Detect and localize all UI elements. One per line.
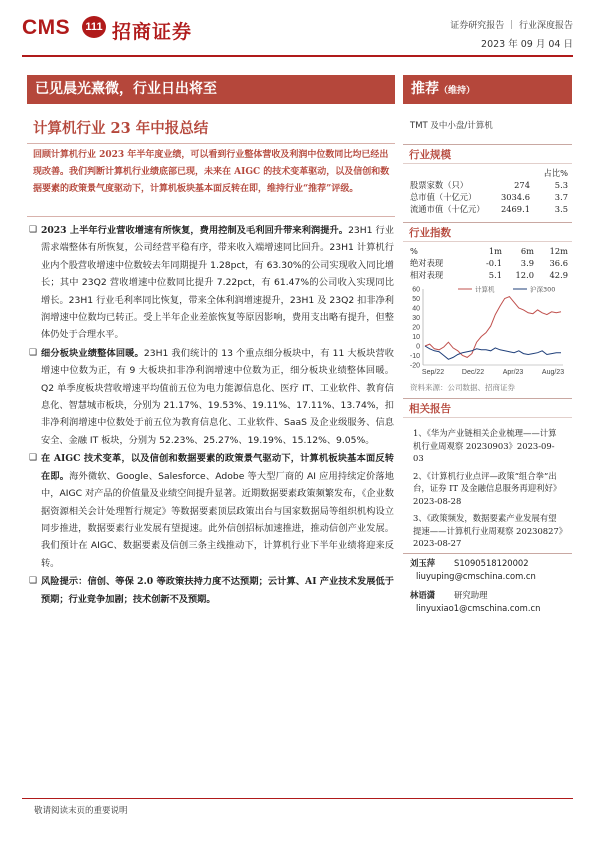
analyst-name: 刘玉萍 [410,558,436,568]
paragraph-heading: 2023 上半年行业营收增速有所恢复，费用控制及毛利回升带来利润提升。 [41,225,349,236]
table-row [410,167,568,179]
table-cell: 274 [514,180,530,190]
table-cell: 总市值（十亿元） [410,192,477,202]
bullet-icon: ❑ [29,347,38,358]
table-cell: 股票家数（只） [410,180,469,190]
paragraph-outlook [28,450,394,572]
paragraph-heading: 在 AIGC 技术变革，以及信创和数据要素的政策景气驱动下，计算机板块基本面反转在即。 [41,453,394,482]
y-tick-label: 0 [416,343,420,351]
analyst-block [410,557,570,615]
legend-label: 计算机 [475,285,495,294]
analyst-row [410,589,570,602]
table-cell: -0.1 [486,258,502,268]
x-tick-label: Sep/22 [421,369,445,376]
report-type: 证券研究报告 ｜ 行业深度报告 [450,21,573,31]
table-row [410,203,568,215]
series-line [425,346,561,359]
bullet-icon: ❑ [29,225,38,235]
paragraph-text: 23H1 我们统计的 13 个重点细分板块中，有 11 大板块营收增速中位数为正，有 9 大板块扣非净利润增速中位数为正，细分板块业绩整体回暖。Q2 单季度板块营收增速平均值前五位为电力能源信息化、医疗 IT、工业软件、教育信息化、智慧城市板块，分别为 21.17%、19.53%、19.11%、17.11%、13.74%，扣非净利润增速中位数处于前五位为教育信息化、工业软件、SaaS 及企业级服务、信息安全、金融 IT 板块，分别为 52.23%、25.27%、19.19%、15.12%、9.05%。 [41,347,394,446]
rating-box [403,75,572,104]
y-tick-label: 20 [412,324,420,332]
table-header-cell: 6m [520,246,534,256]
paragraph-text: 23H1 行业需求端整体有所恢复，公司经营平稳有序，带来收入端增速同比回升。23H1 计算机行业内个股营收增速中位数较去年同期提升 1.28pct，有 63.30%的公司实现收入同比增长；其中 23Q2 营收增速中位数同比提升 7.22pct，有 61.47%的公司收入实现同比增长。23H1 行业毛利率同比恢复，带来全体利润增速提升，23H1 及 23Q2 扣非净利润增速中位数均已转正。受上半年企业差旅恢复等原因影响，费用支出略有提升，但整体仍处于合理水平。 [41,225,394,341]
series-line [425,297,561,358]
table-cell: 5.3 [554,180,568,190]
table-row [410,245,568,257]
y-tick-label: 30 [412,315,420,322]
logo-cms: CMS [22,16,71,39]
paragraph-performance [28,222,394,344]
table-cell: 5.1 [488,270,502,280]
list-item[interactable]: 1、《华为产业链相关企业梳理——计算机行业周观察 20230903》2023-09-03 [413,428,557,463]
table-cell: 36.6 [549,258,568,268]
table-cell: 绝对表现 [410,258,444,268]
report-subtitle: 计算机行业 23 年中报总结 [33,120,209,137]
table-cell: 3.5 [554,204,568,214]
report-date: 2023 年 09 月 04 日 [481,39,573,50]
footer-note: 敬请阅读末页的重要说明 [34,806,128,816]
y-tick-label: 50 [412,296,420,303]
index-table [410,245,568,281]
x-tick-label: Apr/23 [502,369,524,376]
paragraph-heading: 风险提示：信创、等保 2.0 等政策扶持力度不达预期；云计算、AI 产业技术发展低于预期；行业竞争加剧；技术创新不及预期。 [41,576,394,605]
table-row [410,257,568,269]
table-row [410,191,568,203]
report-title: 已见晨光熹微，行业日出将至 [27,75,395,104]
section-industry-index: 行业指数 [403,222,572,242]
footer-divider [22,798,573,799]
scale-table [410,167,568,215]
y-tick-label: 40 [412,305,420,313]
y-tick-label: -20 [409,362,420,370]
table-cell: 3.7 [554,192,568,202]
header-divider [22,55,573,57]
list-item[interactable]: 3、《政策频发，数据要素产业发展有望提速——计算机行业周观察 20230827》2023-08-27 [413,513,563,548]
analyst-name: 林语潇 [410,590,436,600]
abstract-top-divider [27,143,395,144]
analyst-divider [403,553,572,554]
table-header-cell: 12m [549,246,568,256]
logo-chinese: 招商证券 [112,21,193,43]
analyst-row [410,557,570,570]
list-item[interactable]: 2、《计算机行业点评—政策“组合拳”出台，证券 IT 及金融信息服务再迎利好》2023-08-28 [413,470,562,506]
legend-label: 沪深300 [530,285,556,294]
rating-sub: （维持） [439,86,476,96]
table-cell: 3.9 [520,258,534,268]
paragraph-segments [28,345,394,449]
analyst-email[interactable]: linyuxiao1@cmschina.com.cn [416,603,541,613]
industry-category: TMT 及中小盘/计算机 [410,121,493,131]
table-cell: 12.0 [515,270,534,280]
analyst-email[interactable]: liuyuping@cmschina.com.cn [416,571,536,581]
table-row [410,269,568,281]
paragraph-risk [28,573,394,608]
table-header-cell: 1m [488,246,502,256]
table-row [410,179,568,191]
x-tick-label: Dec/22 [461,369,485,376]
abstract-bottom-divider [27,216,395,217]
table-header-cell: 占比% [543,168,568,178]
paragraph-text: 海外微软、Google、Salesforce、Adobe 等大型厂商的 AI 应用持续定价落地中，AIGC 对产品的价值量及业绩空间提升显著。近期数据要素政策频繁发布，《企业数据资源相关会计处理暂行规定》等数据要素顶层政策出台与国家数据局等组织机构设立同步推进，数据要素行业发展有望提速。此外信创招标加速推进，推动信创产业发展。我们预计在 AIGC、数据要素及信创三条主线推动下，计算机行业下半年业绩将迎来反转。 [41,470,394,569]
analyst-id: 研究助理 [454,590,488,600]
y-tick-label: -10 [409,353,420,360]
table-cell: 相对表现 [410,270,444,280]
paragraph-heading: 细分板块业绩整体回暖。 [41,347,144,359]
table-header-cell: % [410,246,418,256]
abstract: 回顾计算机行业 2023 年半年度业绩，可以看到行业整体营收及利润中位数同比均已经出现改善。我们判断计算机行业绩底部已现，未来在 AIGC 的技术变革驱动，以及信创和数据要素的政策景气度驱动下，计算机板块基本面反转在即，维持行业“推荐”评级。 [33,150,390,194]
y-tick-label: 10 [412,334,420,341]
y-tick-label: 60 [412,286,420,294]
table-cell: 2469.1 [500,204,530,214]
table-cell: 流通市值（十亿元） [410,204,485,214]
rating-label: 推荐 [411,81,439,97]
section-related-reports: 相关报告 [403,398,572,418]
bullet-icon: ❑ [29,453,38,464]
table-cell: 42.9 [549,270,568,280]
table-cell: 3034.6 [500,192,530,202]
x-tick-label: Aug/23 [541,369,565,376]
logo-mark-icon: 111 [82,16,106,38]
main-body [28,222,394,609]
analyst-id: S1090518120002 [454,558,529,568]
bullet-icon: ❑ [29,576,38,587]
section-industry-scale: 行业规模 [403,144,572,164]
related-reports-list [413,427,563,555]
index-line-chart [403,283,572,380]
chart-source: 资料来源：公司数据、招商证券 [410,383,515,392]
